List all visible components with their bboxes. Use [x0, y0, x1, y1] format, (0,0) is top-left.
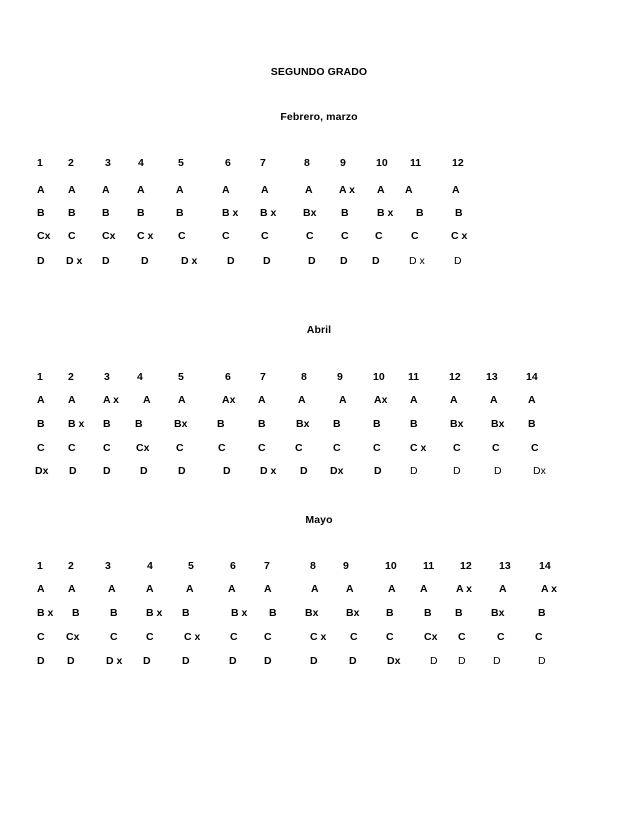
answer-cell: C [531, 442, 539, 454]
answer-cell: Bx [296, 418, 310, 430]
answer-cell: A [420, 583, 428, 595]
answer-cell: C [37, 631, 45, 643]
answer-cell: B x [37, 607, 54, 619]
question-number: 6 [230, 560, 236, 572]
answer-cell: Bx [450, 418, 464, 430]
question-number: 1 [37, 560, 43, 572]
question-number: 4 [137, 371, 143, 383]
answer-cell: C [37, 442, 45, 454]
answer-cell: D [538, 655, 546, 667]
answer-cell: C [535, 631, 543, 643]
answer-cell: A [410, 394, 418, 406]
answer-cell: D x [106, 655, 123, 667]
answer-cell: Cx [102, 230, 116, 242]
question-number: 9 [337, 371, 343, 383]
answer-cell: B x [68, 418, 85, 430]
answer-cell: C [333, 442, 341, 454]
answer-cell: C x [410, 442, 427, 454]
answer-cell: B [455, 207, 463, 219]
question-number: 3 [105, 157, 111, 169]
answer-cell: A x [103, 394, 119, 406]
answer-cell: B x [377, 207, 394, 219]
question-number: 5 [188, 560, 194, 572]
answer-cell: B [269, 607, 277, 619]
answer-cell: A [528, 394, 536, 406]
answer-cell: C [68, 442, 76, 454]
answer-cell: B [373, 418, 381, 430]
answer-cell: B x [222, 207, 239, 219]
question-number: 3 [105, 560, 111, 572]
question-number: 8 [310, 560, 316, 572]
answer-cell: D [310, 655, 318, 667]
answer-cell: B [137, 207, 145, 219]
answer-cell: B [72, 607, 80, 619]
answer-cell: A [405, 184, 413, 196]
answer-cell: C [341, 230, 349, 242]
answer-cell: B [37, 418, 45, 430]
answer-cell: A [264, 583, 272, 595]
answer-cell: Cx [37, 230, 51, 242]
answer-cell: C [264, 631, 272, 643]
answer-cell: D [263, 255, 271, 267]
answer-cell: B [103, 418, 111, 430]
answer-cell: A [450, 394, 458, 406]
answer-cell: D [493, 655, 501, 667]
answer-cell: D [264, 655, 272, 667]
answer-cell: D [223, 465, 231, 477]
answer-cell: C [411, 230, 419, 242]
answer-cell: A [37, 394, 45, 406]
question-number: 7 [264, 560, 270, 572]
answer-cell: C x [184, 631, 201, 643]
answer-cell: D [229, 655, 237, 667]
answer-cell: C [110, 631, 118, 643]
section-heading: Abril [306, 324, 332, 336]
answer-cell: C [178, 230, 186, 242]
answer-cell: A [298, 394, 306, 406]
question-number: 4 [138, 157, 144, 169]
answer-cell: B [341, 207, 349, 219]
answer-cell: B [333, 418, 341, 430]
answer-cell: C [176, 442, 184, 454]
answer-cell: D [178, 465, 186, 477]
question-number: 8 [304, 157, 310, 169]
question-number: 12 [452, 157, 464, 169]
answer-cell: D [410, 465, 418, 477]
answer-cell: A [102, 184, 110, 196]
answer-cell: C x [451, 230, 468, 242]
answer-cell: A [108, 583, 116, 595]
answer-cell: C [497, 631, 505, 643]
answer-cell: B [110, 607, 118, 619]
answer-cell: C [230, 631, 238, 643]
answer-cell: C x [137, 230, 154, 242]
question-number: 1 [37, 371, 43, 383]
answer-cell: D [308, 255, 316, 267]
answer-cell: C [258, 442, 266, 454]
question-number: 11 [423, 560, 435, 572]
question-number: 14 [526, 371, 538, 383]
question-number: 2 [68, 157, 74, 169]
answer-cell: A [261, 184, 269, 196]
answer-cell: A [186, 583, 194, 595]
question-number: 9 [343, 560, 349, 572]
answer-cell: D x [181, 255, 198, 267]
answer-cell: C [261, 230, 269, 242]
answer-cell: D [143, 655, 151, 667]
answer-cell: A x [456, 583, 472, 595]
answer-cell: A [68, 394, 76, 406]
answer-cell: Ax [222, 394, 236, 406]
answer-cell: Bx [174, 418, 188, 430]
answer-cell: C [218, 442, 226, 454]
answer-cell: A [258, 394, 266, 406]
answer-cell: B [135, 418, 143, 430]
answer-cell: C [295, 442, 303, 454]
answer-cell: A [178, 394, 186, 406]
answer-cell: B [182, 607, 190, 619]
answer-cell: D [374, 465, 382, 477]
answer-cell: Cx [424, 631, 438, 643]
answer-cell: C [146, 631, 154, 643]
answer-cell: C [68, 230, 76, 242]
answer-cell: D x [260, 465, 277, 477]
answer-cell: D [458, 655, 466, 667]
answer-cell: Dx [330, 465, 344, 477]
answer-cell: Dx [35, 465, 49, 477]
answer-cell: Dx [533, 465, 546, 477]
answer-cell: D [102, 255, 110, 267]
question-number: 10 [385, 560, 397, 572]
answer-cell: D [37, 255, 45, 267]
question-number: 3 [104, 371, 110, 383]
answer-cell: B x [146, 607, 163, 619]
question-number: 8 [301, 371, 307, 383]
answer-cell: B [176, 207, 184, 219]
answer-cell: A [339, 394, 347, 406]
document-title: SEGUNDO GRADO [270, 66, 368, 78]
answer-cell: C [386, 631, 394, 643]
answer-cell: D x [409, 255, 425, 267]
answer-cell: B [538, 607, 546, 619]
answer-cell: A [68, 184, 76, 196]
answer-cell: A [176, 184, 184, 196]
answer-cell: C [350, 631, 358, 643]
answer-cell: B [258, 418, 266, 430]
answer-cell: A [388, 583, 396, 595]
answer-cell: D [430, 655, 438, 667]
answer-cell: B [386, 607, 394, 619]
answer-cell: B [416, 207, 424, 219]
answer-cell: A [228, 583, 236, 595]
answer-cell: A x [541, 583, 557, 595]
question-number: 13 [499, 560, 511, 572]
answer-cell: A [452, 184, 460, 196]
answer-cell: Bx [491, 418, 505, 430]
answer-cell: C [375, 230, 383, 242]
answer-cell: B [455, 607, 463, 619]
section-heading: Febrero, marzo [280, 111, 358, 123]
question-number: 7 [260, 157, 266, 169]
answer-cell: C x [310, 631, 327, 643]
answer-cell: D [37, 655, 45, 667]
answer-cell: A [37, 583, 45, 595]
answer-cell: A [305, 184, 313, 196]
answer-cell: A [146, 583, 154, 595]
question-number: 11 [408, 371, 420, 383]
answer-cell: Ax [374, 394, 388, 406]
answer-cell: C [306, 230, 314, 242]
answer-cell: A [346, 583, 354, 595]
question-number: 13 [486, 371, 498, 383]
answer-cell: Bx [346, 607, 360, 619]
question-number: 5 [178, 371, 184, 383]
answer-cell: Bx [303, 207, 317, 219]
answer-cell: A [137, 184, 145, 196]
question-number: 4 [147, 560, 153, 572]
answer-cell: C [458, 631, 466, 643]
question-number: 11 [410, 157, 422, 169]
answer-cell: D [67, 655, 75, 667]
answer-cell: A [490, 394, 498, 406]
answer-cell: A [37, 184, 45, 196]
answer-cell: B x [260, 207, 277, 219]
answer-cell: D x [66, 255, 83, 267]
answer-cell: D [140, 465, 148, 477]
answer-cell: B [68, 207, 76, 219]
question-number: 5 [178, 157, 184, 169]
answer-cell: B [37, 207, 45, 219]
answer-cell: A [68, 583, 76, 595]
section-heading: Mayo [305, 514, 333, 526]
answer-cell: B [217, 418, 225, 430]
answer-cell: D [494, 465, 502, 477]
answer-cell: Bx [305, 607, 319, 619]
question-number: 10 [373, 371, 385, 383]
answer-cell: Cx [136, 442, 150, 454]
question-number: 12 [460, 560, 472, 572]
answer-cell: Bx [491, 607, 505, 619]
question-number: 9 [340, 157, 346, 169]
answer-cell: D [300, 465, 308, 477]
question-number: 1 [37, 157, 43, 169]
answer-cell: D [372, 255, 380, 267]
answer-cell: D [103, 465, 111, 477]
answer-cell: D [453, 465, 461, 477]
answer-cell: A x [339, 184, 355, 196]
answer-cell: D [454, 255, 462, 267]
answer-cell: C [222, 230, 230, 242]
answer-cell: B x [231, 607, 248, 619]
answer-cell: Cx [66, 631, 80, 643]
question-number: 2 [68, 560, 74, 572]
answer-cell: A [143, 394, 151, 406]
answer-cell: C [492, 442, 500, 454]
answer-cell: Dx [387, 655, 401, 667]
answer-cell: D [69, 465, 77, 477]
answer-cell: A [222, 184, 230, 196]
answer-cell: B [528, 418, 536, 430]
question-number: 12 [449, 371, 461, 383]
answer-cell: D [141, 255, 149, 267]
question-number: 6 [225, 157, 231, 169]
answer-cell: B [102, 207, 110, 219]
answer-cell: A [499, 583, 507, 595]
answer-cell: D [227, 255, 235, 267]
answer-cell: B [410, 418, 418, 430]
answer-cell: C [103, 442, 111, 454]
answer-cell: B [424, 607, 432, 619]
answer-cell: A [311, 583, 319, 595]
question-number: 6 [225, 371, 231, 383]
question-number: 2 [68, 371, 74, 383]
question-number: 7 [260, 371, 266, 383]
answer-cell: D [349, 655, 357, 667]
question-number: 10 [376, 157, 388, 169]
answer-cell: D [182, 655, 190, 667]
answer-cell: A [377, 184, 385, 196]
answer-cell: D [340, 255, 348, 267]
answer-cell: C [373, 442, 381, 454]
question-number: 14 [539, 560, 551, 572]
answer-cell: C [453, 442, 461, 454]
